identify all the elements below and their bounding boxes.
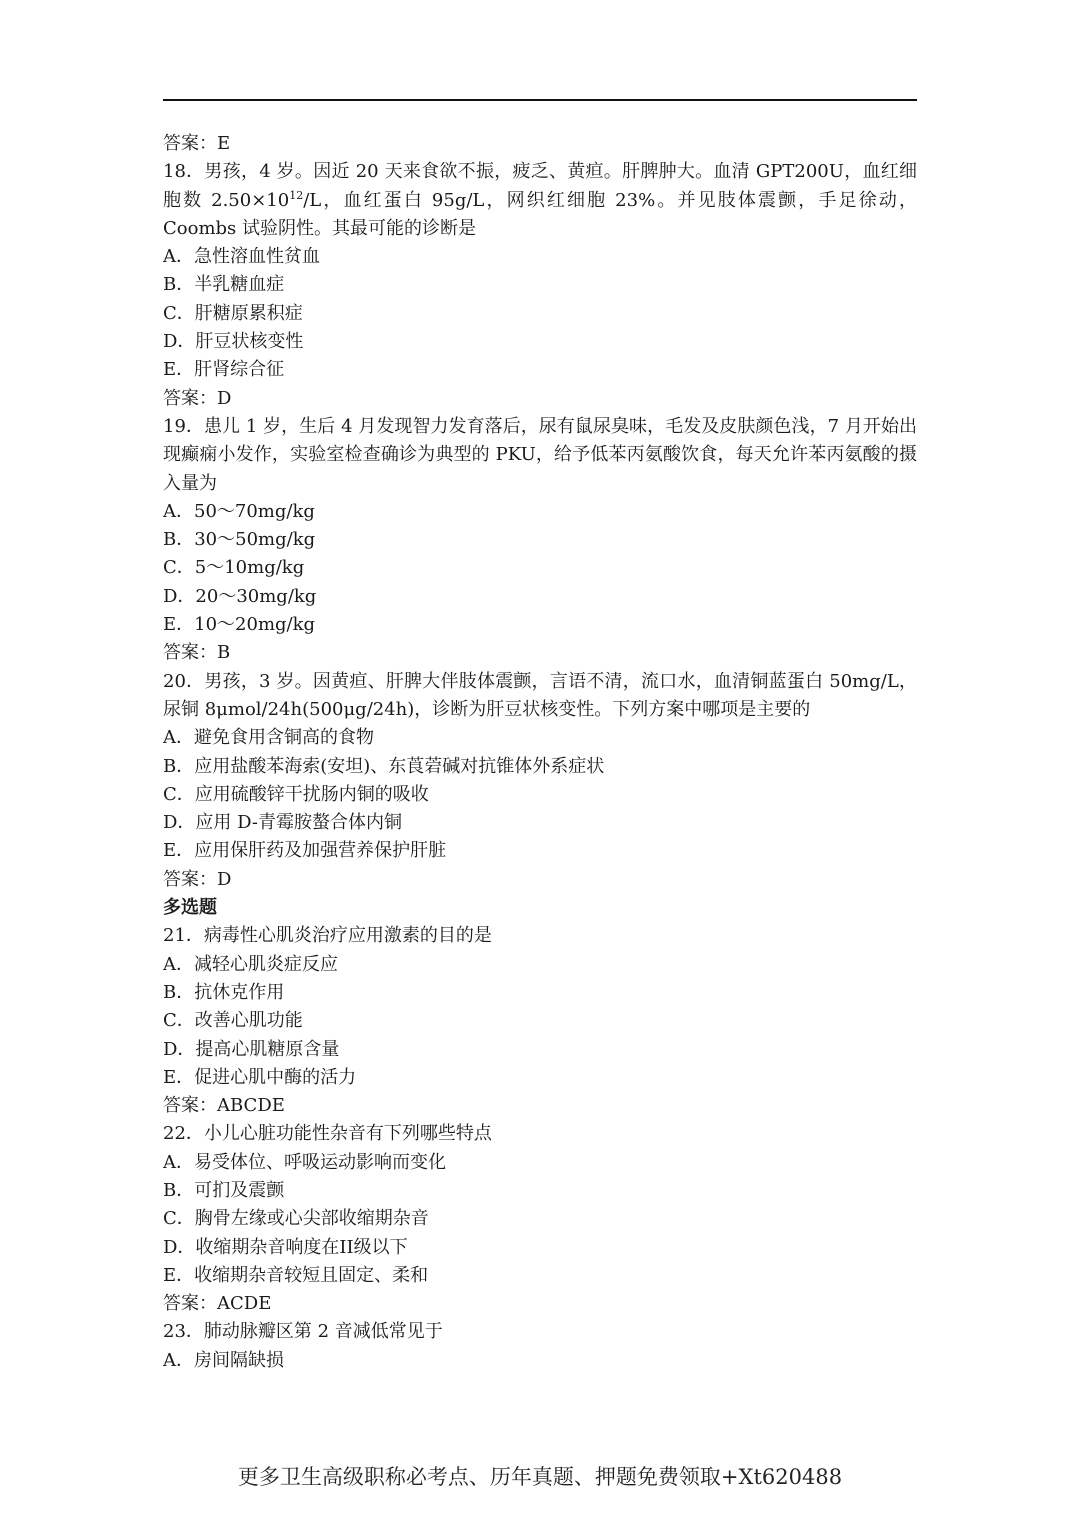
option-e: E．促进心肌中酶的活力 [163,1066,357,1088]
option-a: A．减轻心肌炎症反应 [163,953,338,975]
answer-line: 答案：B [163,642,231,664]
option-b: B．半乳糖血症 [163,274,285,296]
promo-footer: 更多卫生高级职称必考点、历年真题、押题免费领取+Xt620488 [237,1465,843,1489]
option-d: D．20～30mg/kg [163,585,317,607]
option-c: C．改善心肌功能 [163,1010,303,1032]
option-c: C．应用硫酸锌干扰肠内铜的吸收 [163,783,429,805]
option-a: A．50～70mg/kg [163,500,315,522]
option-b: B．30～50mg/kg [163,529,316,551]
question-20: 20．男孩，3 岁。因黄疸、肝脾大伴肢体震颤，言语不清，流口水，血清铜蓝蛋白 50mg/L，尿铜 8μmol/24h(500μg/24h)，诊断为肝豆状核变性。下列方案中哪项是主要的 [163,670,917,720]
answer-line: 答案：ACDE [163,1293,272,1315]
option-d: D．收缩期杂音响度在II级以下 [163,1236,408,1258]
option-a: A．房间隔缺损 [163,1349,284,1371]
option-b: B．可扪及震颤 [163,1179,285,1201]
option-e: E．肝肾综合征 [163,359,285,381]
option-d: D．提高心肌糖原含量 [163,1038,340,1060]
option-c: C．胸骨左缘或心尖部收缩期杂音 [163,1208,429,1230]
question-23: 23．肺动脉瓣区第 2 音减低常见于 [163,1321,443,1343]
option-c: C．肝糖原累积症 [163,302,303,324]
question-19: 19．患儿 1 岁，生后 4 月发现智力发育落后，尿有鼠尿臭味，毛发及皮肤颜色浅，7 月开始出现癫痫小发作，实验室检查确诊为典型的 PKU，给予低苯丙氨酸饮食，每天允许苯丙氨酸的摄入量为 [163,415,917,494]
option-d: D．肝豆状核变性 [163,331,304,353]
option-a: A．易受体位、呼吸运动影响而变化 [163,1151,446,1173]
question-21: 21．病毒性心肌炎治疗应用激素的目的是 [163,925,492,947]
option-b: B．应用盐酸苯海索(安坦)、东莨菪碱对抗锥体外系症状 [163,755,605,777]
option-b: B．抗休克作用 [163,981,285,1003]
answer-line: 答案：ABCDE [163,1095,285,1117]
question-22: 22．小儿心脏功能性杂音有下列哪些特点 [163,1123,492,1145]
question-18: 18．男孩，4 岁。因近 20 天来食欲不振，疲乏、黄疸。肝脾肿大。血清 GPT200U，血红细胞数 $2.50\times 10^{12}/L$，血红蛋白 95g/L，网织红细胞 23%。并见肢体震颤，手足徐动，Coombs 试验阴性。其最可能的诊断是 [163,161,917,239]
header-rule [163,99,917,101]
answer-line: 答案：D [163,868,232,890]
option-c: C．5～10mg/kg [163,557,305,579]
exponent: 12 [289,188,304,202]
answer-line: 答案：E [163,133,231,154]
document-body [163,130,917,1375]
option-e: E．应用保肝药及加强营养保护肝脏 [163,840,447,862]
option-e: E．收缩期杂音较短且固定、柔和 [163,1264,429,1286]
option-d: D．应用 D-青霉胺螯合体内铜 [163,812,402,834]
answer-line: 答案：D [163,387,232,409]
option-a: A．急性溶血性贫血 [163,246,320,268]
section-heading: 多选题 [163,897,217,919]
option-e: E．10～20mg/kg [163,614,316,636]
option-a: A．避免食用含铜高的食物 [163,727,374,749]
